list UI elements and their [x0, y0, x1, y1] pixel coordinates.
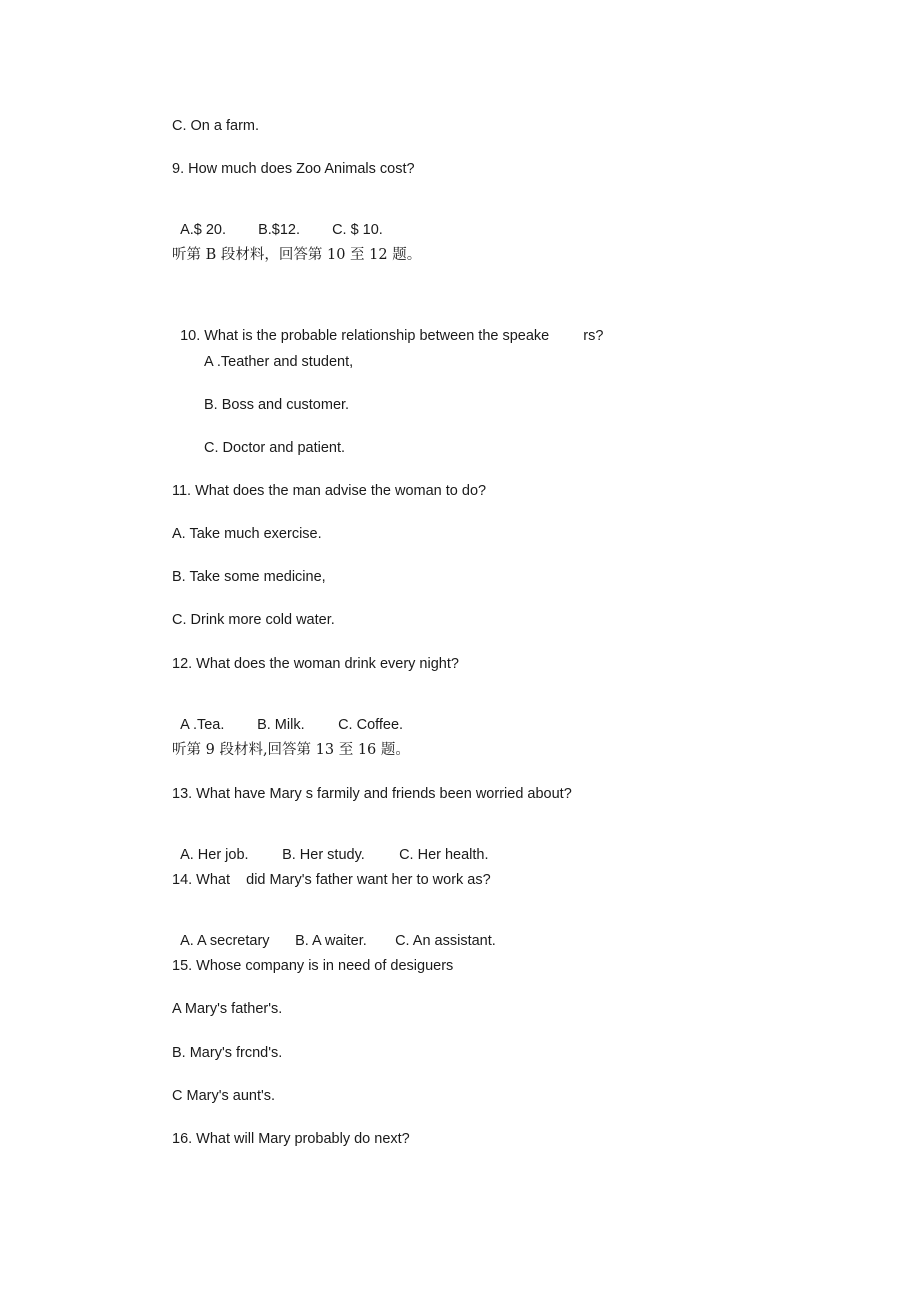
question-12-options: [172, 698, 403, 734]
question-12: 12. What does the woman drink every night?: [172, 656, 459, 672]
question-14: 14. What did Mary's father want her to work as?: [172, 872, 491, 888]
q12-option-b: B. Milk.: [257, 717, 305, 733]
q11-option-b: B. Take some medicine,: [172, 569, 326, 585]
question-16: 16. What will Mary probably do next?: [172, 1131, 410, 1147]
q14-option-b: B. A waiter.: [295, 933, 367, 949]
line-c-on-farm: C. On a farm.: [172, 118, 260, 134]
question-13-options: [172, 828, 489, 864]
q10-option-c: C. Doctor and patient.: [204, 440, 346, 456]
q9-option-b: B.$12.: [258, 222, 300, 238]
question-11: 11. What does the man advise the woman to do?: [172, 483, 487, 499]
q12-option-c: C. Coffee.: [338, 717, 404, 733]
q9-option-a: A.$ 20.: [180, 222, 227, 238]
question-13: 13. What have Mary s farmily and friends been worried about?: [172, 786, 572, 802]
q15-option-a: A Mary's father's.: [172, 1001, 283, 1017]
q14-option-a: A. A secretary: [180, 933, 270, 949]
question-15: 15. Whose company is in need of desiguers: [172, 958, 454, 974]
q10-option-b: B. Boss and customer.: [204, 397, 350, 413]
q13-option-c: C. Her health.: [399, 847, 489, 863]
q10-option-a: A .Teather and student,: [204, 354, 354, 370]
q13-option-b: B. Her study.: [282, 847, 365, 863]
q11-option-c: C. Drink more cold water.: [172, 612, 335, 628]
q10-text-part1: 10. What is the probable relationship between the speake: [180, 328, 550, 344]
question-9: 9. How much does Zoo Animals cost?: [172, 161, 415, 177]
q14-option-c: C. An assistant.: [395, 933, 496, 949]
q15-option-c: C Mary's aunt's.: [172, 1088, 276, 1104]
section-b-instruction: 听第 B 段材料，回答第 10 至 12 题。: [172, 247, 422, 263]
question-10: [172, 309, 603, 345]
q11-option-a: A. Take much exercise.: [172, 526, 322, 542]
question-14-options: [172, 914, 496, 950]
q15-option-b: B. Mary's frcnd's.: [172, 1045, 283, 1061]
q12-option-a: A .Tea.: [180, 717, 225, 733]
question-9-options: [172, 203, 383, 239]
q9-option-c: C. $ 10.: [332, 222, 383, 238]
q10-text-part2: rs?: [583, 328, 604, 344]
q13-option-a: A. Her job.: [180, 847, 249, 863]
section-9-instruction: 听第 9 段材料,回答第 13 至 16 题。: [172, 742, 410, 758]
